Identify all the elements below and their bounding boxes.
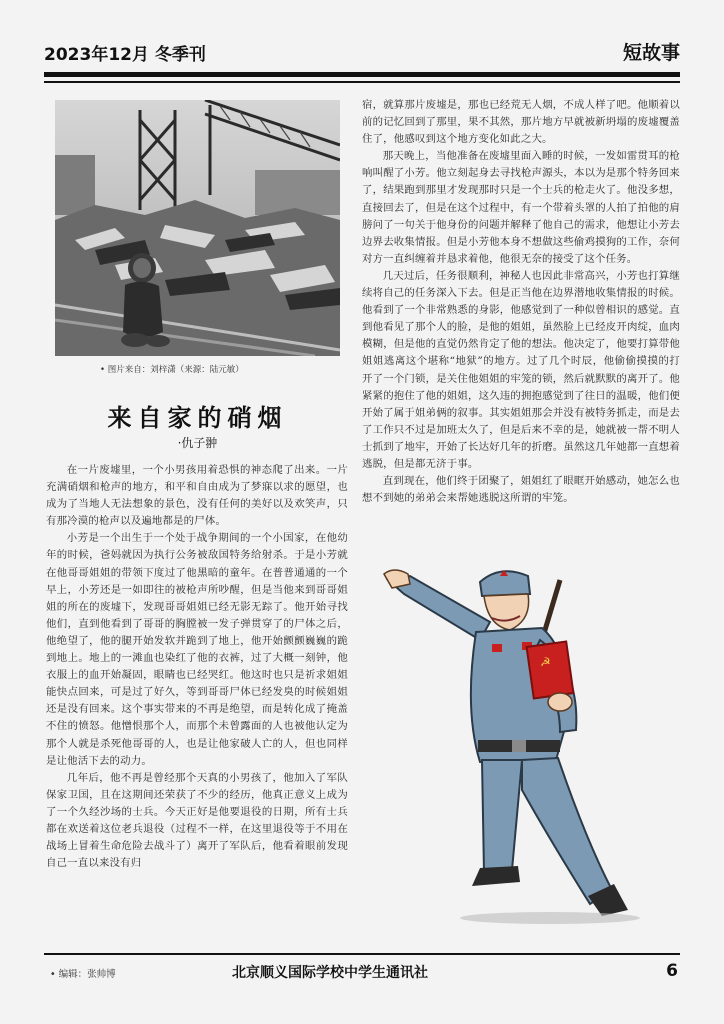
header-rule-top (44, 72, 680, 77)
paragraph: 几年后，他不再是曾经那个天真的小男孩了，他加入了军队保家卫国，且在这期间还荣获了不少的经历，他真正意义上成为了一个久经沙场的士兵。今天正好是他要退役的日期，所有士兵都在欢送着这位老兵退役（过程不一样，在这里退役等于不用在战场上冒着生命危险去战斗了）离开了军队后，他看着眼前发现自己一直以来没有归 (46, 771, 348, 870)
article-author: ·仇子翀 (177, 436, 218, 450)
footer-rule (44, 953, 680, 955)
paragraph: 直到现在，他们终于团聚了，姐姐红了眼眶开始感动，她怎么也想不到她的弟弟会来帮她逃脱这所谓的牢笼。 (362, 475, 680, 505)
article-body-right (362, 97, 680, 557)
editor-credit: • 编辑：张帅博 (50, 969, 116, 980)
paragraph: 在一片废墟里，一个小男孩用着恐惧的神态爬了出来。一片充满硝烟和枪声的地方，和平和自由成为了梦寐以求的愿望，也成为了当地人无法想象的景色，没有任何的美好以及欢笑声，只有那冷漠的枪声以及遍地都是的尸体。 (46, 464, 348, 528)
ruins-photo-graphic (55, 100, 340, 356)
organization-name: 北京顺义国际学校中学生通讯社 (232, 965, 428, 981)
war-photo (55, 100, 340, 356)
soldier-graphic (380, 560, 660, 940)
article-body-left (46, 462, 348, 938)
paragraph: 小芳是一个出生于一个处于战争期间的一个小国家，在他幼年的时候，爸妈就因为执行公务被敌国特务给射杀。于是小芳就在他哥哥姐姐的带领下度过了他黑暗的童年。在普普通通的一个早上，小芳还是一如即往的被枪声所吵醒，但是当他来到哥哥姐姐的所在的废墟下，发现哥哥姐姐已经无影无踪了。他开始寻找他们，直到他看到了哥哥的胸膛被一发子弹贯穿了的尸体之后，他绝望了，他的腿开始发软并跪到了地上，他开始颤颤巍巍的跪到地上。地上的一滩血也染红了他的衣裤，过了大概一刻钟，他衣服上的血开始凝固，眼睛也已经哭红。他这时也只是祈求姐姐能快点回来，可是过了好久，等到哥哥尸体已经发臭的时候姐姐还是没有回来。这个事实带来的不再是绝望，而是转化成了掩盖不住的愤怒。他憎恨那个人，而那个未曾露面的人也被他认定为那个人就是杀死他哥哥的人，也是让他家破人亡的人，但也同样是让他活下去的动力。 (46, 532, 348, 767)
article-title: 来自家的硝烟 (107, 403, 288, 432)
paragraph: 那天晚上，当他准备在废墟里面入睡的时候，一发如雷贯耳的枪响叫醒了小芳。他立刻起身去寻找枪声源头，本以为是那个特务回来了，结果跑到那里才发现那时只是一个士兵的枪走火了。他没多想，直接回去了，但是在这个过程中，有一个带着头罩的人拍了拍他的肩膀问了一句关于他身份的问题并解释了他自己的需求，他想让小芳去边界去收集情报。但是小芳他本身不想做这些偷鸡摸狗的工作，奈何对方一直纠缠着并恳求着他，他很无奈的接受了这个任务。 (362, 150, 680, 265)
section-title: 短故事 (622, 42, 680, 64)
paragraph: 宿，就算那片废墟是，那也已经荒无人烟，不成人样了吧。他顺着以前的记忆回到了那里，果不其然，那片地方早就被新坍塌的废墟覆盖住了，他感叹到这个地方变化如此之大。 (362, 99, 680, 146)
paragraph: 几天过后，任务很顺利，神秘人也因此非常高兴，小芳也打算继续将自己的任务深入下去。但是正当他在边界潜地收集情报的时候。他看到了一个非常熟悉的身影，他感觉到了一种似曾相识的感觉。直到他看见了那个人的脸，是他的姐姐，虽然脸上已经皮开肉绽，血肉模糊，但是他的直觉仍然肯定了他的想法。他决定了，他要打算带他姐姐逃离这个堪称“地狱”的地方。过了几个时辰，他偷偷摸摸的打开了一个门锁，是关住他姐姐的牢笼的锁，然后就默默的离开了。他紧紧的抱住了他的姐姐，这久违的拥抱感觉到了往日的温暖，他们便开始了属于姐弟俩的叙事。其实姐姐那会并没有被特务抓走，而是去了工作只不过是加班太久了，但是后来不幸的是，她就被一帮不明人士抓到了地牢，开始了长达好几年的折磨。虽然这几年她都一直想着逃脱，但是都无济于事。 (362, 269, 680, 470)
issue-date: 2023年12月 冬季刊 (44, 45, 206, 65)
page-number: 6 (666, 961, 678, 981)
photo-caption: • 图片来自：刘梓潇（来源：陆元敏） (100, 365, 244, 375)
hammer-sickle-icon: ☭ (540, 655, 551, 669)
soldier-illustration (380, 560, 660, 940)
header-rule-bottom (44, 81, 680, 83)
